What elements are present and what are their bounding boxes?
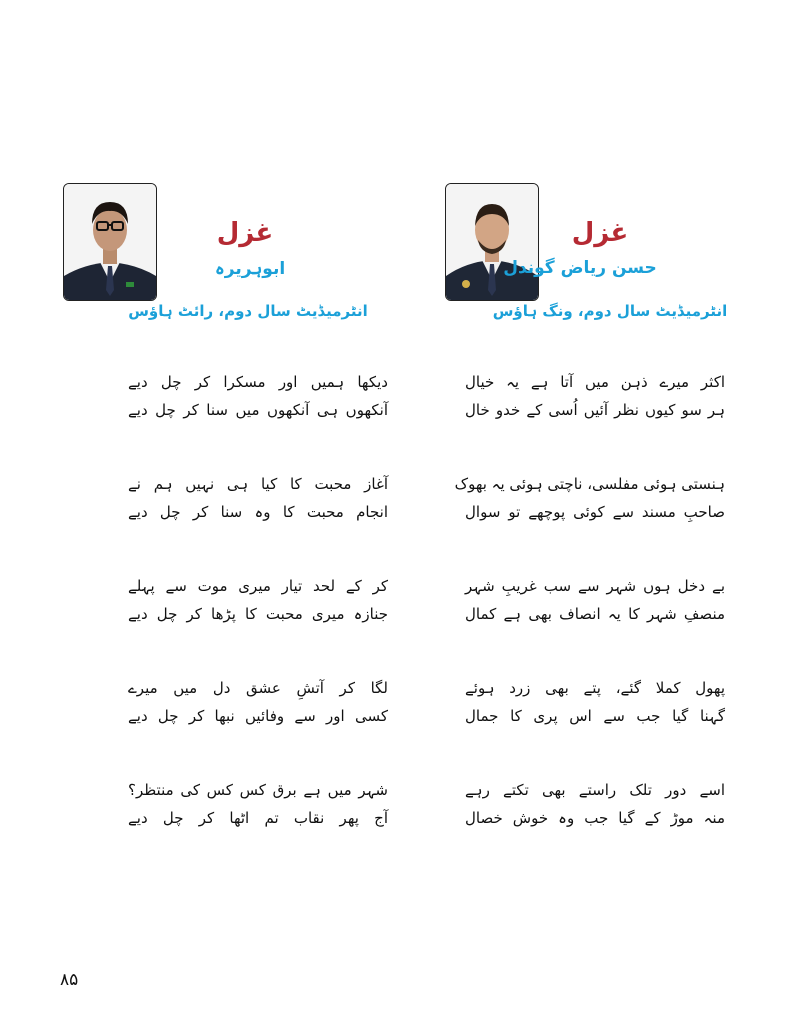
- verse-line: آغاز محبت کا کیا ہی نہیں ہم نے: [128, 475, 388, 493]
- student-portrait-icon: [446, 184, 538, 300]
- right-stanza-4: [465, 674, 725, 730]
- verse-line: ہر سو کیوں نظر آئیں اُسی کے خدو خال: [465, 401, 725, 419]
- left-poem-title: غزل: [216, 218, 274, 248]
- verse-line: پھول کملا گئے، پتے بھی زرد ہوئے: [465, 679, 725, 697]
- right-poem-verses: [454, 368, 725, 878]
- left-stanza-3: [128, 572, 388, 628]
- right-author-photo: [445, 183, 539, 301]
- verse-line: آنکھوں ہی آنکھوں میں سنا کر چل دیے: [128, 401, 388, 419]
- right-stanza-2: [454, 470, 725, 526]
- student-portrait-glasses-icon: [64, 184, 156, 300]
- right-stanza-5: [465, 776, 725, 832]
- right-poem-title: غزل: [571, 218, 629, 248]
- right-poem-class: انٹرمیڈیٹ سال دوم، ونگ ہاؤس: [492, 302, 728, 320]
- verse-line: صاحبِ مسند سے کوئی پوچھے تو سوال: [465, 503, 725, 521]
- page-number: ۸۵: [60, 970, 79, 990]
- verse-line: دیکھا ہمیں اور مسکرا کر چل دیے: [128, 373, 388, 391]
- left-stanza-4: [128, 674, 388, 730]
- verse-line: ہنستی ہوئی مفلسی، ناچتی ہوئی یہ بھوک: [454, 475, 725, 493]
- left-stanza-1: [128, 368, 388, 424]
- left-poem-class: انٹرمیڈیٹ سال دوم، رائٹ ہاؤس: [128, 302, 368, 320]
- left-author-photo: [63, 183, 157, 301]
- verse-line: منہ موڑ کے گیا جب وہ خوش خصال: [465, 809, 725, 827]
- verse-line: آج پھر نقاب تم اٹھا کر چل دیے: [128, 809, 388, 827]
- verse-line: کسی اور سے وفائیں نبھا کر چل دیے: [128, 707, 388, 725]
- verse-line: شہر میں ہے برق کس کس کی منتظر؟: [128, 781, 388, 799]
- verse-line: بے دخل ہوں شہر سے سب غریبِ شہر: [465, 577, 725, 595]
- verse-line: اسے دور تلک راستے بھی تکتے رہے: [465, 781, 725, 799]
- verse-line: انجام محبت کا وہ سنا کر چل دیے: [128, 503, 388, 521]
- right-stanza-3: [465, 572, 725, 628]
- verse-line: لگا کر آتشِ عشق دل میں میرے: [128, 679, 388, 697]
- left-poem-author: ابوہریرہ: [214, 259, 286, 279]
- left-poem-verses: [128, 368, 388, 878]
- verse-line: جنازہ میری محبت کا پڑھا کر چل دیے: [128, 605, 388, 623]
- right-poem-author: حسن ریاض گوندل: [503, 258, 657, 278]
- verse-line: منصفِ شہر کا یہ انصاف بھی ہے کمال: [465, 605, 725, 623]
- left-stanza-5: [128, 776, 388, 832]
- verse-line: کر کے لحد تیار میری موت سے پہلے: [128, 577, 388, 595]
- left-stanza-2: [128, 470, 388, 526]
- verse-line: اکثر میرے ذہن میں آتا ہے یہ خیال: [465, 373, 725, 391]
- verse-line: گہنا گیا جب سے اس پری کا جمال: [465, 707, 725, 725]
- right-stanza-1: [465, 368, 725, 424]
